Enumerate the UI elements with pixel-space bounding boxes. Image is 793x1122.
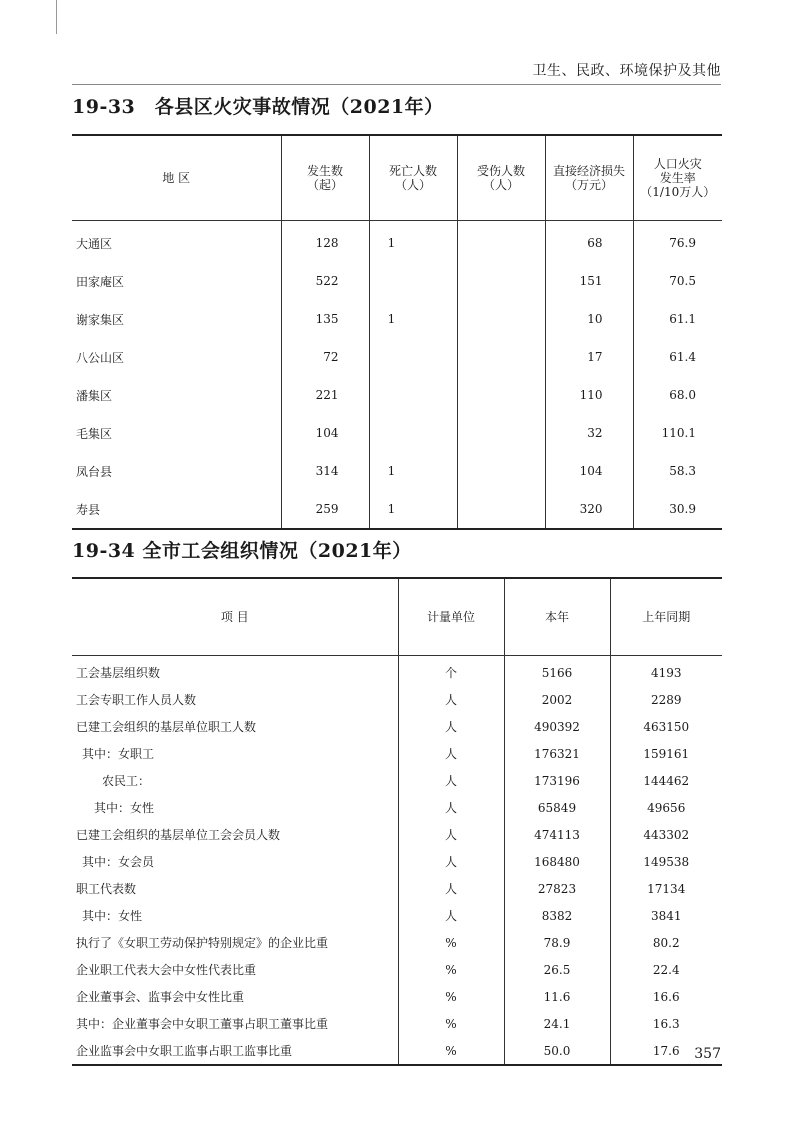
table-row xyxy=(72,956,722,983)
unit-cell: 人 xyxy=(398,794,504,821)
item-cell: 农民工： xyxy=(102,774,151,788)
col-header-current-year: 本年 xyxy=(504,578,610,656)
unit-cell: 人 xyxy=(398,713,504,740)
item-cell: 其中：女性 xyxy=(82,909,143,923)
table-row xyxy=(72,338,722,376)
current-year-cell: 474113 xyxy=(504,821,610,848)
table1-header-row xyxy=(72,135,722,221)
deaths-cell: 1 xyxy=(369,490,457,529)
current-year-cell: 78.9 xyxy=(504,929,610,956)
region-cell: 毛集区 xyxy=(76,426,113,441)
previous-year-cell: 159161 xyxy=(610,740,722,767)
unit-cell: 人 xyxy=(398,902,504,929)
previous-year-cell: 17134 xyxy=(610,875,722,902)
table1-title: 19-33 各县区火灾事故情况（2021年） xyxy=(72,96,444,118)
current-year-cell: 173196 xyxy=(504,767,610,794)
unit-cell: 人 xyxy=(398,875,504,902)
unit-cell: % xyxy=(398,1037,504,1065)
col-header-deaths: 死亡人数 （人） xyxy=(369,135,457,221)
table-row xyxy=(72,713,722,740)
fire-rate-cell: 61.1 xyxy=(633,300,722,338)
current-year-cell: 2002 xyxy=(504,686,610,713)
table1-body xyxy=(72,221,722,530)
item-cell: 工会专职工作人员人数 xyxy=(76,693,197,707)
item-cell: 执行了《女职工劳动保护特别规定》的企业比重 xyxy=(76,936,329,950)
economic-loss-cell: 110 xyxy=(545,376,633,414)
header-rule xyxy=(72,84,721,85)
table-row xyxy=(72,929,722,956)
fire-rate-cell: 76.9 xyxy=(633,221,722,263)
item-cell: 已建工会组织的基层单位工会会员人数 xyxy=(76,828,281,842)
col-header-region: 地 区 xyxy=(72,135,281,221)
item-cell: 企业职工代表大会中女性代表比重 xyxy=(76,963,257,977)
table-row xyxy=(72,656,722,687)
region-cell: 谢家集区 xyxy=(76,312,125,327)
economic-loss-cell: 17 xyxy=(545,338,633,376)
injuries-cell xyxy=(457,414,545,452)
current-year-cell: 24.1 xyxy=(504,1010,610,1037)
deaths-cell xyxy=(369,338,457,376)
table-row xyxy=(72,902,722,929)
current-year-cell: 168480 xyxy=(504,848,610,875)
unit-cell: 人 xyxy=(398,767,504,794)
fire-rate-cell: 61.4 xyxy=(633,338,722,376)
table-row xyxy=(72,1010,722,1037)
page-number: 357 xyxy=(694,1046,721,1062)
table-row xyxy=(72,221,722,263)
binding-edge-line xyxy=(56,0,57,34)
current-year-cell: 8382 xyxy=(504,902,610,929)
running-header: 卫生、民政、环境保护及其他 xyxy=(532,63,721,79)
previous-year-cell: 2289 xyxy=(610,686,722,713)
col-header-count: 发生数 （起） xyxy=(281,135,369,221)
injuries-cell xyxy=(457,376,545,414)
col-header-previous-year: 上年同期 xyxy=(610,578,722,656)
count-cell: 522 xyxy=(281,262,369,300)
fire-rate-cell: 68.0 xyxy=(633,376,722,414)
deaths-cell xyxy=(369,262,457,300)
count-cell: 314 xyxy=(281,452,369,490)
previous-year-cell: 80.2 xyxy=(610,929,722,956)
deaths-cell: 1 xyxy=(369,452,457,490)
item-cell: 其中：女性 xyxy=(94,801,155,815)
table-row xyxy=(72,875,722,902)
count-cell: 104 xyxy=(281,414,369,452)
col-header-injuries: 受伤人数 （人） xyxy=(457,135,545,221)
table-row xyxy=(72,376,722,414)
injuries-cell xyxy=(457,221,545,263)
economic-loss-cell: 10 xyxy=(545,300,633,338)
previous-year-cell: 49656 xyxy=(610,794,722,821)
table-row xyxy=(72,1037,722,1065)
region-cell: 大通区 xyxy=(76,236,113,251)
table-row xyxy=(72,821,722,848)
current-year-cell: 27823 xyxy=(504,875,610,902)
table-row xyxy=(72,452,722,490)
region-cell: 凤台县 xyxy=(76,464,113,479)
current-year-cell: 490392 xyxy=(504,713,610,740)
count-cell: 128 xyxy=(281,221,369,263)
table-row xyxy=(72,983,722,1010)
table2-header-row xyxy=(72,578,722,656)
unit-cell: 人 xyxy=(398,686,504,713)
item-cell: 工会基层组织数 xyxy=(76,666,161,680)
table-row xyxy=(72,767,722,794)
current-year-cell: 176321 xyxy=(504,740,610,767)
table-row xyxy=(72,794,722,821)
unit-cell: 人 xyxy=(398,740,504,767)
previous-year-cell: 22.4 xyxy=(610,956,722,983)
item-cell: 已建工会组织的基层单位职工人数 xyxy=(76,720,257,734)
unit-cell: % xyxy=(398,929,504,956)
region-cell: 八公山区 xyxy=(76,350,125,365)
previous-year-cell: 3841 xyxy=(610,902,722,929)
unit-cell: 人 xyxy=(398,821,504,848)
deaths-cell xyxy=(369,376,457,414)
table-row xyxy=(72,848,722,875)
injuries-cell xyxy=(457,338,545,376)
table2-body xyxy=(72,656,722,1066)
current-year-cell: 5166 xyxy=(504,656,610,687)
injuries-cell xyxy=(457,262,545,300)
count-cell: 72 xyxy=(281,338,369,376)
fire-accidents-table xyxy=(72,134,722,530)
economic-loss-cell: 151 xyxy=(545,262,633,300)
injuries-cell xyxy=(457,300,545,338)
previous-year-cell: 16.6 xyxy=(610,983,722,1010)
unit-cell: % xyxy=(398,956,504,983)
trade-union-table xyxy=(72,577,722,1066)
table-row xyxy=(72,740,722,767)
item-cell: 其中：企业董事会中女职工董事占职工董事比重 xyxy=(76,1017,329,1031)
previous-year-cell: 144462 xyxy=(610,767,722,794)
economic-loss-cell: 32 xyxy=(545,414,633,452)
unit-cell: 个 xyxy=(398,656,504,687)
count-cell: 259 xyxy=(281,490,369,529)
count-cell: 135 xyxy=(281,300,369,338)
fire-rate-cell: 30.9 xyxy=(633,490,722,529)
col-header-item: 项 目 xyxy=(72,578,398,656)
region-cell: 潘集区 xyxy=(76,388,113,403)
previous-year-cell: 443302 xyxy=(610,821,722,848)
injuries-cell xyxy=(457,452,545,490)
unit-cell: % xyxy=(398,1010,504,1037)
item-cell: 其中：女职工 xyxy=(82,747,155,761)
item-cell: 企业董事会、监事会中女性比重 xyxy=(76,990,245,1004)
region-cell: 田家庵区 xyxy=(76,274,125,289)
fire-rate-cell: 70.5 xyxy=(633,262,722,300)
fire-rate-cell: 58.3 xyxy=(633,452,722,490)
previous-year-cell: 16.3 xyxy=(610,1010,722,1037)
current-year-cell: 11.6 xyxy=(504,983,610,1010)
count-cell: 221 xyxy=(281,376,369,414)
table2-title: 19-34 全市工会组织情况（2021年） xyxy=(72,540,412,562)
fire-rate-cell: 110.1 xyxy=(633,414,722,452)
economic-loss-cell: 68 xyxy=(545,221,633,263)
col-header-economic-loss: 直接经济损失 （万元） xyxy=(545,135,633,221)
injuries-cell xyxy=(457,490,545,529)
deaths-cell: 1 xyxy=(369,300,457,338)
table-row xyxy=(72,490,722,529)
previous-year-cell: 17.6 xyxy=(610,1037,722,1065)
table-row xyxy=(72,262,722,300)
current-year-cell: 26.5 xyxy=(504,956,610,983)
unit-cell: % xyxy=(398,983,504,1010)
table-row xyxy=(72,414,722,452)
deaths-cell: 1 xyxy=(369,221,457,263)
current-year-cell: 65849 xyxy=(504,794,610,821)
col-header-fire-rate: 人口火灾 发生率 （1/10万人） xyxy=(633,135,722,221)
previous-year-cell: 4193 xyxy=(610,656,722,687)
table-row xyxy=(72,300,722,338)
previous-year-cell: 463150 xyxy=(610,713,722,740)
unit-cell: 人 xyxy=(398,848,504,875)
economic-loss-cell: 320 xyxy=(545,490,633,529)
item-cell: 企业监事会中女职工监事占职工监事比重 xyxy=(72,1037,398,1065)
table-row xyxy=(72,686,722,713)
current-year-cell: 50.0 xyxy=(504,1037,610,1065)
item-cell: 其中：女会员 xyxy=(82,855,155,869)
deaths-cell xyxy=(369,414,457,452)
item-cell: 职工代表数 xyxy=(76,882,137,896)
region-cell: 寿县 xyxy=(72,490,281,529)
economic-loss-cell: 104 xyxy=(545,452,633,490)
previous-year-cell: 149538 xyxy=(610,848,722,875)
col-header-unit: 计量单位 xyxy=(398,578,504,656)
